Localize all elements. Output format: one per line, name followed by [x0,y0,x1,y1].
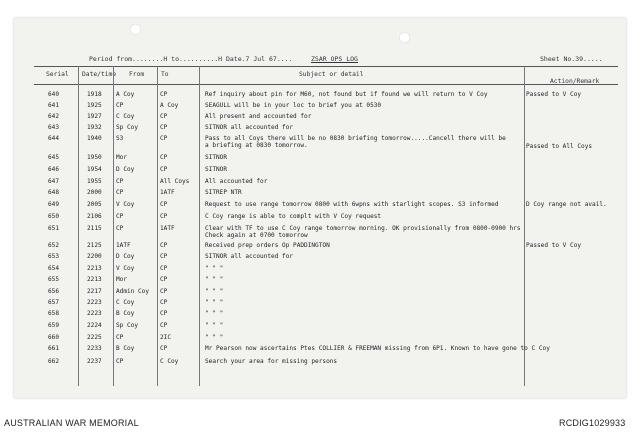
log-time: 2224 [87,322,102,329]
log-to: CP [160,166,168,173]
log-subject: " " " [205,322,224,329]
log-row [14,178,626,188]
log-row [14,242,626,252]
log-to: CP [160,154,168,161]
log-row [14,276,626,286]
log-serial: 642 [48,113,60,120]
log-action: Passed to All Coys [526,143,593,150]
log-to: CP [160,113,168,120]
log-row [14,189,626,199]
log-row [14,213,626,223]
log-from: V Coy [116,201,135,208]
log-to: CP [160,299,168,306]
log-time: 2125 [87,242,102,249]
log-subject: SITNOR all accounted for [205,124,294,131]
log-to: CP [160,310,168,317]
log-time: 2225 [87,334,102,341]
log-subject: " " " [205,299,224,306]
log-serial: 644 [48,135,60,142]
log-action: Passed to V Coy [526,91,582,98]
log-from: Sp Coy [116,124,139,131]
log-time: 2233 [87,345,102,352]
log-from: D Coy [116,166,135,173]
log-from: Mor [116,276,128,283]
log-from: CP [116,102,124,109]
punch-hole [399,32,410,43]
log-subject: " " " [205,265,224,272]
log-serial: 654 [48,265,60,272]
log-from: D Coy [116,253,135,260]
log-row [14,288,626,298]
log-time: 1932 [87,124,102,131]
log-row [14,102,626,112]
log-serial: 649 [48,201,60,208]
sheet-number: Sheet No.39..... [540,55,603,63]
log-time: 1954 [87,166,102,173]
footer-institution: AUSTRALIAN WAR MEMORIAL [4,418,139,428]
log-to: All Coys [160,178,190,185]
log-row [14,91,626,101]
log-action: D Coy range not avail. [526,201,607,208]
log-subject: " " " [205,334,224,341]
log-to: CP [160,345,168,352]
log-time: 2213 [87,265,102,272]
log-time: 2000 [87,189,102,196]
log-time: 2200 [87,253,102,260]
log-from: Admin Coy [116,288,150,295]
log-from: V Coy [116,265,135,272]
log-row [14,345,626,355]
log-subject: " " " [205,276,224,283]
log-to: CP [160,253,168,260]
log-row [14,154,626,164]
log-serial: 650 [48,213,60,220]
log-subject: All accounted for [205,178,268,185]
log-action: Passed to V Coy [526,242,582,249]
log-row [14,322,626,332]
log-row [14,113,626,123]
log-subject: Ref inquiry about pin for M60, not found but if found we will return to V Coy [205,91,488,98]
log-subject: Request to use range tomorrow 0800 with 6wpns with starlight scopes. S3 informed [205,201,499,208]
log-to: CP [160,322,168,329]
log-serial: 658 [48,310,60,317]
log-subject: " " " [205,310,224,317]
col-subject: Subject or detail [299,71,364,78]
log-to: CP [160,91,168,98]
log-time: 1927 [87,113,102,120]
log-subject: Pass to all Coys there will be no 0830 briefing tomorrow.....Cancell there will be [205,135,506,142]
log-serial: 657 [48,299,60,306]
log-from: S3 [116,135,124,142]
log-subject: SITNOR all accounted for [205,253,294,260]
log-serial: 656 [48,288,60,295]
log-from: C Coy [116,113,135,120]
log-row [14,358,626,368]
log-subject: SITNOR [205,166,228,173]
log-subject: Received prep orders Op PADDINGTON [205,242,330,249]
punch-hole [130,24,141,35]
log-time: 1925 [87,102,102,109]
log-from: CP [116,178,124,185]
log-row [14,334,626,344]
log-to: CP [160,124,168,131]
log-to: CP [160,242,168,249]
log-serial: 647 [48,178,60,185]
log-subject-continued: Check again at 0700 tomorrow [205,232,308,239]
log-to: CP [160,201,168,208]
log-serial: 643 [48,124,60,131]
footer-id: RCDIG1029933 [559,418,626,428]
log-serial: 646 [48,166,60,173]
log-subject: SITREP NTR [205,189,242,196]
log-serial: 660 [48,334,60,341]
log-from: CP [116,189,124,196]
log-subject: Mr Pearson now ascertains Ptes COLLIER & FREEMAN missing from 6P1. Known to have gone to C Coy [205,345,550,352]
log-row [14,310,626,320]
log-from: C Coy [116,299,135,306]
col-from: From [129,71,145,78]
log-serial: 662 [48,358,60,365]
log-time: 2237 [87,358,102,365]
header-rule-top [34,66,618,67]
document-sheet [14,18,626,398]
log-subject: All present and accounted for [205,113,312,120]
log-time: 2213 [87,276,102,283]
header-rule-bottom [34,84,618,85]
log-time: 2223 [87,310,102,317]
log-row [14,201,626,211]
log-time: 2217 [87,288,102,295]
log-from: Sp Coy [116,322,139,329]
log-time: 1950 [87,154,102,161]
log-row [14,265,626,275]
log-subject: C Coy range is able to complt with V Coy request [205,213,382,220]
log-row [14,253,626,263]
log-serial: 641 [48,102,60,109]
col-to: To [161,71,169,78]
log-to: 1ATF [160,189,175,196]
log-row [14,299,626,309]
log-subject: Clear with TF to use C Coy range tomorrow morning. OK provisionally from 0800-0900 hrs [205,225,521,232]
log-row [14,135,626,150]
log-time: 2106 [87,213,102,220]
log-from: 1ATF [116,242,131,249]
log-time: 2005 [87,201,102,208]
log-to: CP [160,213,168,220]
log-from: CP [116,358,124,365]
log-from: B Coy [116,345,135,352]
log-title: ZSAR OPS LOG [311,55,358,63]
log-to: CP [160,276,168,283]
log-serial: 659 [48,322,60,329]
log-to: A Coy [160,102,179,109]
log-row [14,166,626,176]
log-serial: 640 [48,91,60,98]
log-time: 1918 [87,91,102,98]
log-serial: 652 [48,242,60,249]
log-from: CP [116,334,124,341]
log-to: 2IC [160,334,172,341]
log-time: 2223 [87,299,102,306]
log-to: CP [160,265,168,272]
col-date-time: Date/time [82,71,117,78]
log-subject: SITNOR [205,154,228,161]
period-line: Period from........H to..........H Date.7 Jul 67.... [89,55,293,63]
log-subject: Search your area for missing persons [205,358,338,365]
log-serial: 655 [48,276,60,283]
log-from: CP [116,225,124,232]
log-subject: " " " [205,288,224,295]
log-time: 1940 [87,135,102,142]
col-serial: Serial [46,71,69,78]
col-action: Action/Remark [550,78,600,85]
log-serial: 648 [48,189,60,196]
log-to: C Coy [160,358,179,365]
log-subject: SEAGULL will be in your loc to brief you at 0530 [205,102,382,109]
log-from: Mor [116,154,128,161]
log-serial: 661 [48,345,60,352]
log-to: CP [160,135,168,142]
log-subject-continued: a briefing at 0830 tomorrow. [205,142,308,149]
log-serial: 651 [48,225,60,232]
log-row [14,225,626,239]
log-from: CP [116,213,124,220]
log-serial: 645 [48,154,60,161]
log-time: 1955 [87,178,102,185]
log-from: A Coy [116,91,135,98]
log-row [14,124,626,134]
log-to: CP [160,288,168,295]
log-to: 1ATF [160,225,175,232]
log-serial: 653 [48,253,60,260]
log-from: B Coy [116,310,135,317]
log-time: 2115 [87,225,102,232]
